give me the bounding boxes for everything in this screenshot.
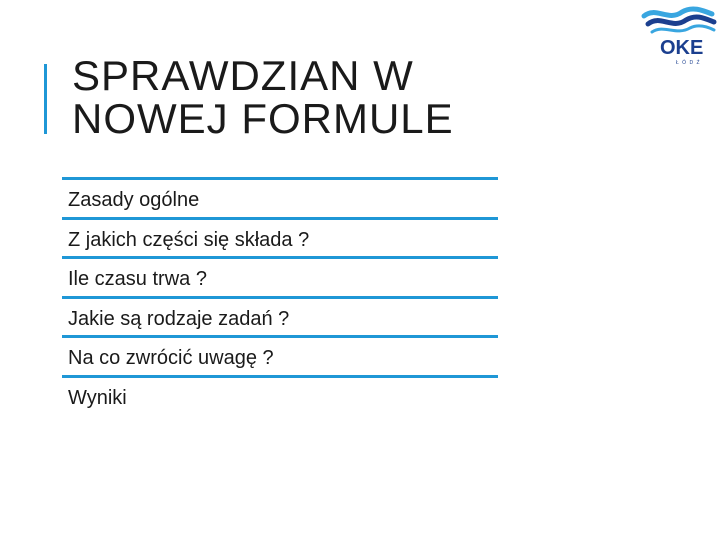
menu-item-zasady[interactable]: Zasady ogólne: [62, 177, 498, 217]
menu-item-uwagi[interactable]: Na co zwrócić uwagę ?: [62, 335, 498, 375]
menu-item-czesci[interactable]: Z jakich części się składa ?: [62, 217, 498, 257]
logo-subtext: Ł Ó D Ź: [676, 60, 701, 66]
logo-text: OKE: [660, 37, 704, 59]
title-accent-bar: [44, 64, 47, 134]
oke-logo-graphic: [638, 2, 718, 66]
oke-logo: [638, 2, 718, 66]
topic-menu: [62, 177, 498, 415]
slide-title: SPRAWDZIAN W NOWEJ FORMULE: [72, 52, 454, 142]
menu-item-rodzaje-zadan[interactable]: Jakie są rodzaje zadań ?: [62, 296, 498, 336]
menu-item-czas[interactable]: Ile czasu trwa ?: [62, 256, 498, 296]
menu-item-wyniki[interactable]: Wyniki: [62, 375, 498, 415]
